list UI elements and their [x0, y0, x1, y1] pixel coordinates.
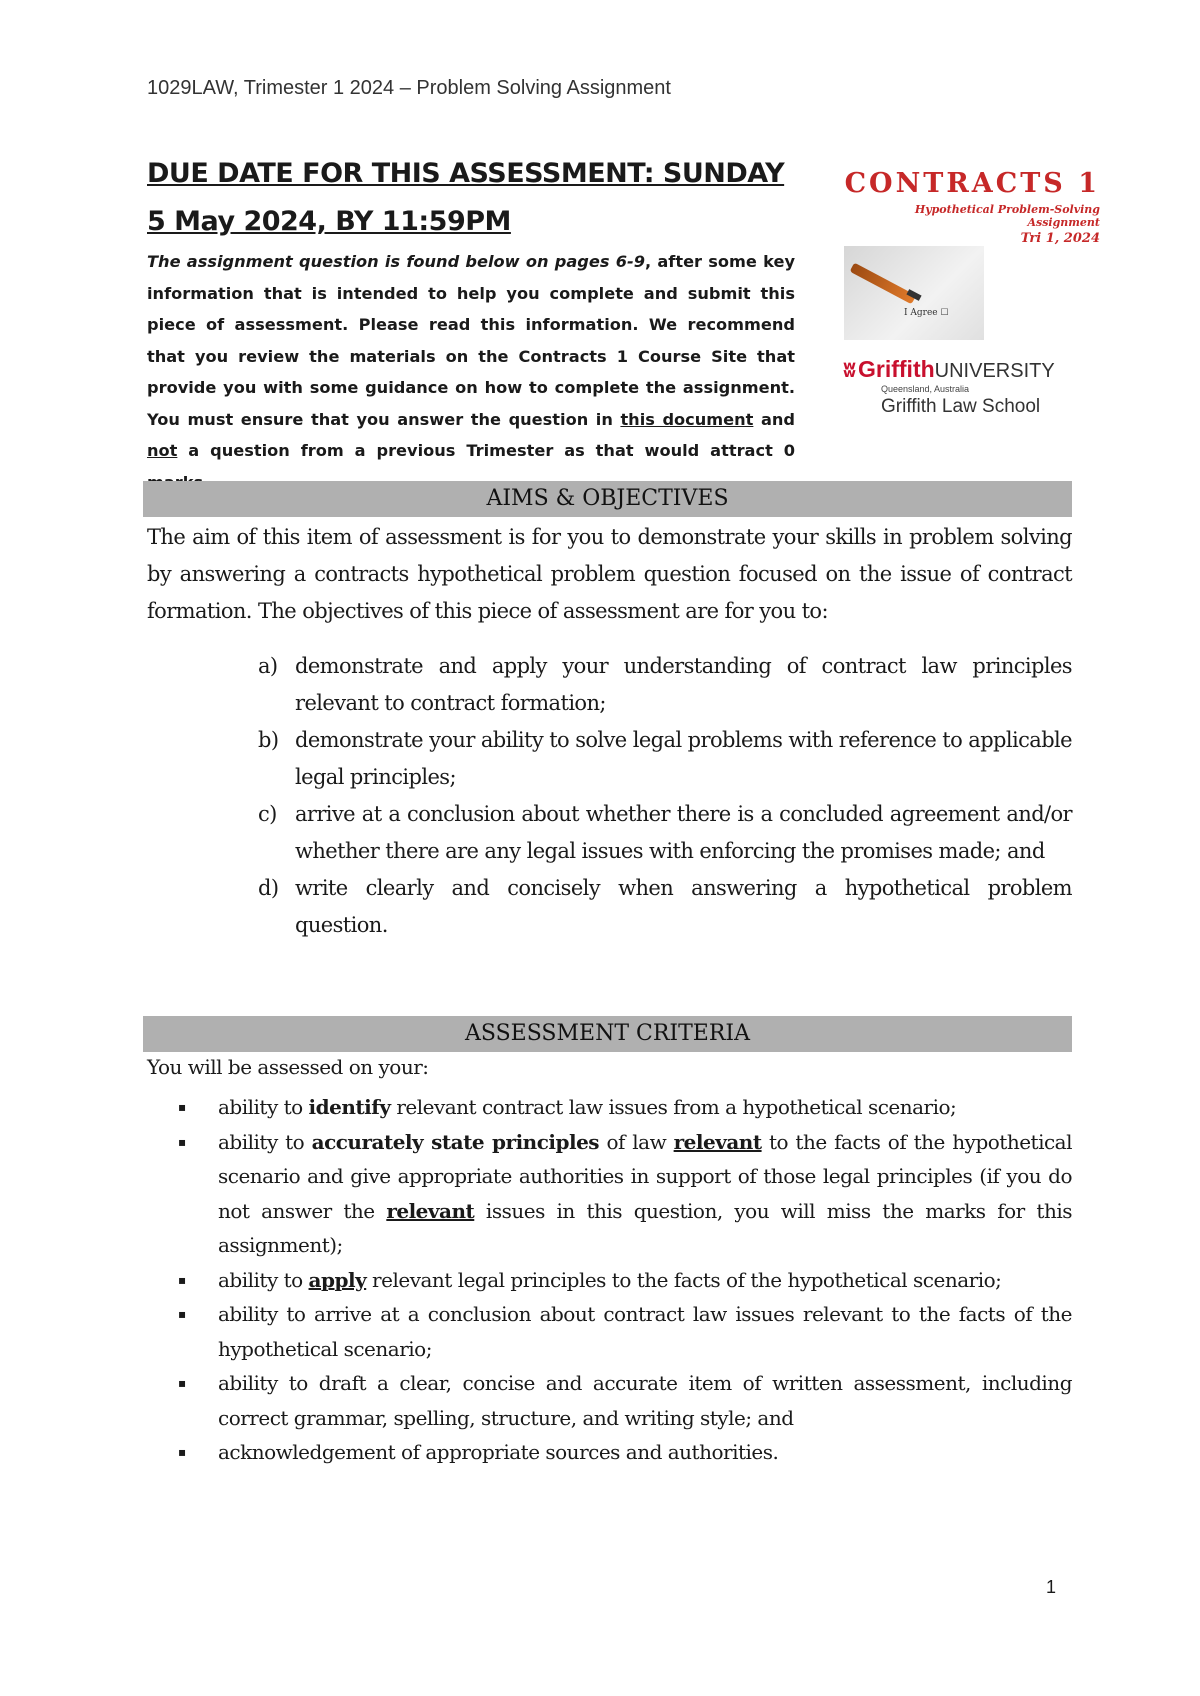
list-item: ▪ ability to arrive at a conclusion about contract law issues relevant to the facts of the hypothetical scenario; [178, 1297, 1072, 1366]
list-item: ▪ ability to apply relevant legal principles to the facts of the hypothetical scenario; [178, 1263, 1072, 1298]
page-number: 1 [1046, 1577, 1057, 1597]
this-document-text: this document [620, 409, 754, 429]
list-item: ▪ ability to accurately state principles of law relevant to the facts of the hypothetical scenario and give appropriate authorities in support of those legal principles (if you do not answer the relevant issues in this question, you will miss the marks for this assignment); [178, 1125, 1072, 1263]
aims-heading: AIMS & OBJECTIVES [143, 481, 1072, 517]
logo-trimester: Tri 1, 2024 [1020, 231, 1100, 246]
law-school-name: Griffith Law School [881, 396, 1041, 417]
agree-checkbox-label: I Agree ☐ [904, 308, 949, 318]
pen-agree-photo [844, 246, 984, 340]
list-item: a) demonstrate and apply your understanding of contract law principles relevant to contract formation; [258, 654, 1072, 715]
intro-part3: a question from a previous Trimester as that would attract 0 [188, 441, 795, 460]
intro-paragraph [147, 246, 795, 498]
griffith-logo [843, 356, 1103, 418]
university-word: UNIVERSITY [934, 360, 1055, 382]
list-item: ▪ ability to draft a clear, concise and accurate item of written assessment, including correct grammar, spelling, structure, and writing style; and [178, 1366, 1072, 1435]
list-item: d) write clearly and concisely when answering a hypothetical problem question. [258, 876, 1072, 937]
intro-part1: , after some key information that is intended to help you complete and submit this piece of assessment. Please read this information. We recommend that you review the materials on the Contracts 1 Course Site that provide you with some guidance on how to complete the assignment. You must ensure that you answer the question in [147, 252, 796, 429]
bullet-icon: ▪ [178, 1376, 186, 1390]
list-item: ▪ acknowledgement of appropriate sources and authorities. [178, 1435, 1072, 1470]
bullet-icon: ▪ [178, 1272, 186, 1287]
university-location: Queensland, Australia [881, 384, 970, 394]
criteria-heading: ASSESSMENT CRITERIA [143, 1016, 1072, 1052]
griffith-flame-icon: ʬ [843, 358, 856, 383]
bullet-icon: ▪ [178, 1445, 186, 1459]
not-text: not [147, 441, 178, 460]
bullet-icon: ▪ [178, 1100, 186, 1114]
list-item: c) arrive at a conclusion about whether there is a concluded agreement and/or whether there are any legal issues with enforcing the promises made; and [258, 802, 1072, 863]
list-item: b) demonstrate your ability to solve legal problems with reference to applicable legal principles; [258, 728, 1072, 789]
bullet-icon: ▪ [178, 1307, 186, 1321]
objectives-list [258, 648, 1072, 944]
griffith-name: Griffith [858, 356, 935, 382]
criteria-intro: You will be assessed on your: [147, 1055, 429, 1079]
logo-subtitle: Hypothetical Problem-Solving Assignment [914, 203, 1100, 229]
aims-paragraph: The aim of this item of assessment is for you to demonstrate your skills in problem solving by answering a contracts hypothetical problem question focused on the issue of contract formation. The objectives of this piece of assessment are for you to: [147, 525, 1072, 623]
intro-italic: The assignment question is found below on pages 6-9 [147, 252, 645, 271]
contracts-logo [840, 168, 1100, 246]
bullet-icon: ▪ [178, 1134, 186, 1149]
intro-part2: and [753, 409, 795, 429]
criteria-list [178, 1090, 1072, 1470]
pen-icon [850, 263, 917, 305]
logo-title: CONTRACTS 1 [844, 168, 1100, 199]
due-date-heading: DUE DATE FOR THIS ASSESSMENT: SUNDAY 5 May 2024, BY 11:59PM [147, 158, 785, 237]
running-header: 1029LAW, Trimester 1 2024 – Problem Solving Assignment [147, 77, 671, 99]
list-item: ▪ ability to identify relevant contract law issues from a hypothetical scenario; [178, 1090, 1072, 1125]
